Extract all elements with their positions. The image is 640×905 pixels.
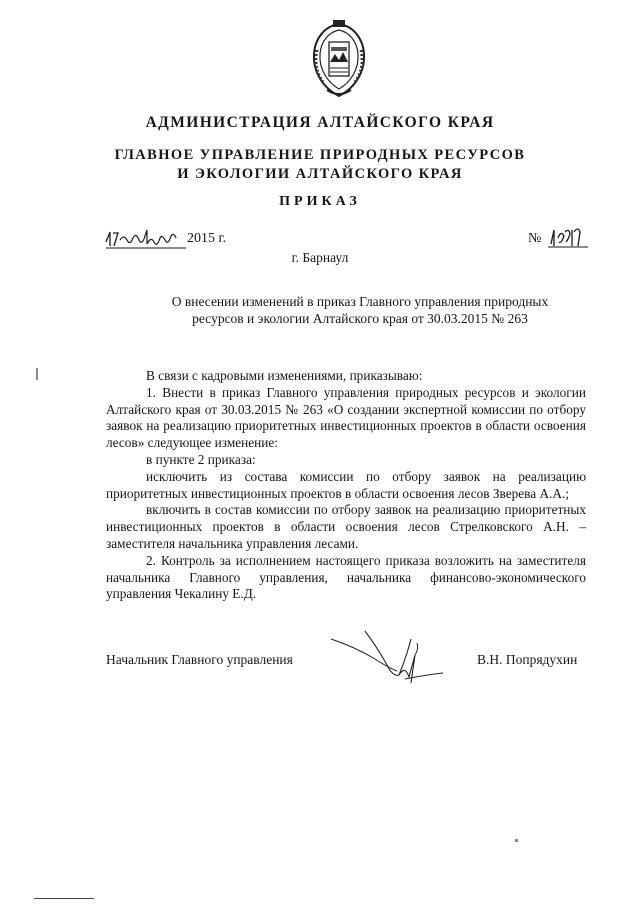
clause-1: 1. Внести в приказ Главного управления природных ресурсов и экологии Алтайского края от 30.03.2015 № 263 «О создании экспертной комиссии по отбору заявок на реализацию приоритетных инвестиционных проектов в области освоения лесов» следующее изменение: (106, 384, 586, 451)
clause-1-exclude: исключить из состава комиссии по отбору заявок на реализацию приоритетных инвестиционных проектов в области освоения лесов Зверева А.А.; (106, 468, 586, 501)
handwritten-signature (325, 625, 450, 685)
preamble: В связи с кадровыми изменениями, приказываю: (146, 368, 423, 383)
order-subject-line1: О внесении изменений в приказ Главного управления природных (171, 294, 549, 309)
order-subject-line2: ресурсов и экологии Алтайского края от 30.03.2015 № 263 (192, 311, 528, 326)
footer-rule (34, 898, 94, 899)
scan-speck (515, 839, 518, 842)
order-subject (0, 293, 640, 327)
document-type: ПРИКАЗ (279, 194, 361, 209)
handwritten-number (548, 224, 588, 250)
department-title-line2: И ЭКОЛОГИИ АЛТАЙСКОГО КРАЯ (177, 166, 463, 182)
date-year: 2015 г. (187, 231, 227, 246)
clause-1-include: включить в состав комиссии по отбору заявок на реализацию приоритетных инвестиционных проектов в области освоения лесов Стрелковского А.Н. – заместителя начальника управления лесами. (106, 502, 586, 551)
number-label: № (528, 231, 542, 246)
administration-title: АДМИНИСТРАЦИЯ АЛТАЙСКОГО КРАЯ (145, 114, 495, 131)
clause-1-point: в пункте 2 приказа: (146, 451, 256, 467)
department-title (0, 146, 640, 184)
clause-2: 2. Контроль за исполнением настоящего приказа возложить на заместителя начальника Главного управления, начальника финансово-экономического управления Чекалину Е.Д. (106, 552, 586, 602)
coat-of-arms-emblem (303, 20, 375, 100)
margin-mark (36, 368, 38, 380)
signatory-name: В.Н. Попрядухин (477, 652, 578, 667)
order-body (106, 368, 586, 603)
department-title-line1: ГЛАВНОЕ УПРАВЛЕНИЕ ПРИРОДНЫХ РЕСУРСОВ (114, 147, 526, 163)
handwritten-date (104, 228, 186, 250)
signatory-position: Начальник Главного управления (106, 652, 293, 667)
city: г. Барнаул (291, 250, 349, 265)
